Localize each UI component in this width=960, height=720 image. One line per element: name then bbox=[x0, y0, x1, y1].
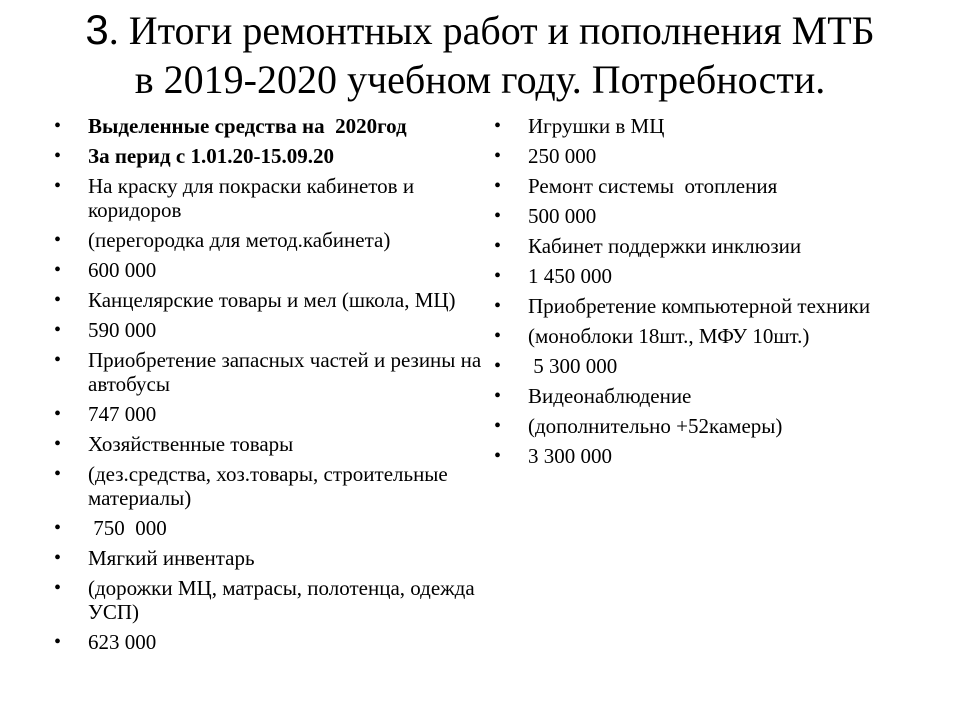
bullet-icon: • bbox=[54, 115, 62, 137]
list-item-text: На краску для покраски кабинетов и коридоров bbox=[88, 174, 420, 222]
list-item-text: Приобретение компьютерной техники bbox=[528, 294, 871, 318]
bullet-icon: • bbox=[494, 145, 502, 167]
bullet-icon: • bbox=[54, 259, 62, 281]
bullet-icon: • bbox=[494, 115, 502, 137]
slide-title-line-2: в 2019-2020 учебном году. Потребности. bbox=[134, 57, 826, 102]
list-item bbox=[492, 444, 912, 468]
list-item-text: (дорожки МЦ, матрасы, полотенца, одежда УСП) bbox=[88, 576, 480, 624]
list-item bbox=[52, 516, 492, 540]
slide-title-line-1 bbox=[0, 6, 960, 55]
list-item bbox=[52, 576, 492, 624]
list-item bbox=[492, 294, 912, 318]
bullet-icon: • bbox=[54, 517, 62, 539]
bullet-icon: • bbox=[54, 175, 62, 197]
list-item bbox=[52, 114, 492, 138]
list-item-text: 600 000 bbox=[88, 258, 157, 282]
list-item bbox=[52, 228, 492, 252]
bullet-icon: • bbox=[54, 289, 62, 311]
list-item-text: Хозяйственные товары bbox=[88, 432, 294, 456]
bullet-icon: • bbox=[54, 403, 62, 425]
list-item bbox=[492, 114, 912, 138]
bullet-icon: • bbox=[494, 175, 502, 197]
left-bullet-list bbox=[52, 114, 492, 660]
list-item-text: Видеонаблюдение bbox=[528, 384, 692, 408]
list-item-text: Канцелярские товары и мел (школа, МЦ) bbox=[88, 288, 456, 312]
list-item bbox=[52, 174, 492, 222]
list-item-text: 590 000 bbox=[88, 318, 157, 342]
list-item bbox=[52, 402, 492, 426]
right-bullet-list bbox=[492, 114, 912, 474]
bullet-icon: • bbox=[54, 631, 62, 653]
list-item bbox=[52, 144, 492, 168]
list-item-text: Ремонт системы отопления bbox=[528, 174, 778, 198]
bullet-icon: • bbox=[54, 433, 62, 455]
list-item-text: Мягкий инвентарь bbox=[88, 546, 255, 570]
list-item-text: (дополнительно +52камеры) bbox=[528, 414, 783, 438]
list-item-text: 5 300 000 bbox=[528, 354, 618, 378]
list-item bbox=[492, 414, 912, 438]
list-item bbox=[492, 384, 912, 408]
bullet-icon: • bbox=[494, 415, 502, 437]
bullet-icon: • bbox=[494, 235, 502, 257]
list-item-text: (дез.средства, хоз.товары, строительные материалы) bbox=[88, 462, 453, 510]
list-item bbox=[52, 348, 492, 396]
bullet-icon: • bbox=[494, 205, 502, 227]
list-item-text: 3 300 000 bbox=[528, 444, 612, 468]
list-item bbox=[492, 324, 912, 348]
list-item-text: 250 000 bbox=[528, 144, 597, 168]
list-item bbox=[52, 288, 492, 312]
bullet-icon: • bbox=[54, 145, 62, 167]
bullet-icon: • bbox=[54, 349, 62, 371]
list-item-text: 747 000 bbox=[88, 402, 157, 426]
list-item-text: (перегородка для метод.кабинета) bbox=[88, 228, 391, 252]
slide-title-line-1-text: . Итоги ремонтных работ и пополнения МТБ bbox=[108, 8, 875, 53]
slide-title-number: 3 bbox=[85, 6, 109, 53]
list-item bbox=[492, 234, 912, 258]
list-item bbox=[492, 144, 912, 168]
bullet-icon: • bbox=[54, 319, 62, 341]
list-item bbox=[52, 432, 492, 456]
list-item-text: 623 000 bbox=[88, 630, 157, 654]
list-item-text: Кабинет поддержки инклюзии bbox=[528, 234, 802, 258]
bullet-icon: • bbox=[54, 577, 62, 599]
list-item bbox=[52, 546, 492, 570]
bullet-icon: • bbox=[494, 445, 502, 467]
list-item-text: Выделенные средства на 2020год bbox=[88, 114, 407, 138]
bullet-icon: • bbox=[494, 325, 502, 347]
list-item-text: 750 000 bbox=[88, 516, 167, 540]
list-item bbox=[492, 264, 912, 288]
list-item-text: Приобретение запасных частей и резины на автобусы bbox=[88, 348, 487, 396]
list-item-text: Игрушки в МЦ bbox=[528, 114, 665, 138]
list-item bbox=[52, 318, 492, 342]
list-item bbox=[492, 174, 912, 198]
list-item-text: 1 450 000 bbox=[528, 264, 612, 288]
bullet-icon: • bbox=[494, 265, 502, 287]
list-item bbox=[492, 354, 912, 378]
list-item-text: За перид с 1.01.20-15.09.20 bbox=[88, 144, 334, 168]
list-item bbox=[492, 204, 912, 228]
bullet-icon: • bbox=[494, 295, 502, 317]
bullet-icon: • bbox=[54, 547, 62, 569]
bullet-icon: • bbox=[54, 463, 62, 485]
bullet-icon: • bbox=[54, 229, 62, 251]
list-item bbox=[52, 462, 492, 510]
list-item-text: (моноблоки 18шт., МФУ 10шт.) bbox=[528, 324, 810, 348]
list-item bbox=[52, 258, 492, 282]
list-item-text: 500 000 bbox=[528, 204, 597, 228]
bullet-icon: • bbox=[494, 385, 502, 407]
bullet-icon: • bbox=[494, 355, 502, 377]
list-item bbox=[52, 630, 492, 654]
